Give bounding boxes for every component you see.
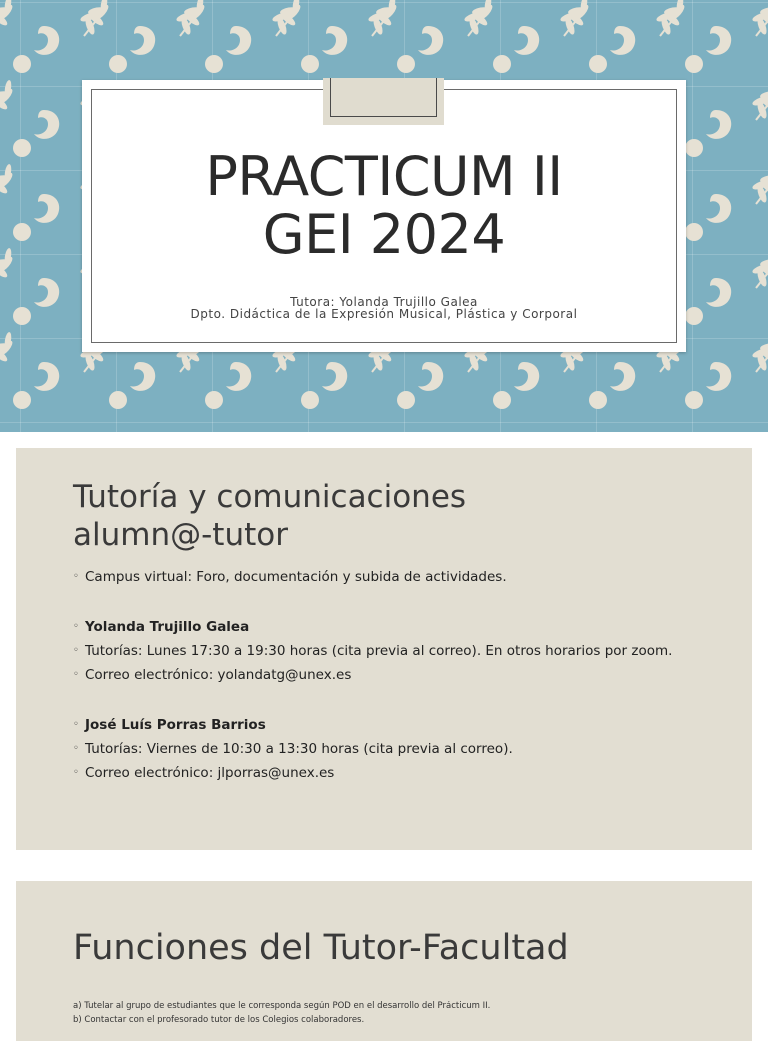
tutoring-bullet-list bbox=[73, 568, 733, 788]
functions-slide bbox=[16, 881, 752, 1041]
subtitle-department: Dpto. Didáctica de la Expresión Musical, Plástica y Corporal bbox=[190, 307, 578, 321]
slide-subtitle bbox=[82, 296, 686, 320]
bullet-icon: ◦ bbox=[73, 743, 79, 754]
title-line-2: GEI 2024 bbox=[262, 203, 506, 266]
list-item: ◦ Campus virtual: Foro, documentación y subida de actividades. bbox=[73, 569, 507, 585]
list-item: ◦ Tutorías: Viernes de 10:30 a 13:30 horas (cita previa al correo). bbox=[73, 741, 513, 757]
list-item: ◦ Tutorías: Lunes 17:30 a 19:30 horas (cita previa al correo). En otros horarios por zoom. bbox=[73, 643, 673, 659]
list-spacer bbox=[73, 592, 733, 618]
bullet-icon: ◦ bbox=[73, 645, 79, 656]
list-item: a) Tutelar al grupo de estudiantes que le corresponda según POD en el desarrollo del Prácticum II. bbox=[73, 1001, 491, 1011]
title-card bbox=[82, 80, 686, 352]
title-card-tab bbox=[323, 78, 444, 125]
list-spacer bbox=[73, 690, 733, 716]
bullet-icon: ◦ bbox=[73, 571, 79, 582]
bullet-icon: ◦ bbox=[73, 767, 79, 778]
slide-title bbox=[82, 145, 686, 266]
subtitle-tutor: Tutora: Yolanda Trujillo Galea bbox=[290, 295, 478, 309]
bullet-icon: ◦ bbox=[73, 621, 79, 632]
list-item: ◦ Correo electrónico: jlporras@unex.es bbox=[73, 765, 335, 781]
tutoring-slide bbox=[16, 448, 752, 850]
functions-list bbox=[73, 1001, 733, 1029]
list-item: ◦ Correo electrónico: yolandatg@unex.es bbox=[73, 667, 352, 683]
functions-heading: Funciones del Tutor-Facultad bbox=[73, 928, 569, 968]
bullet-icon: ◦ bbox=[73, 669, 79, 680]
list-item: b) Contactar con el profesorado tutor de los Colegios colaboradores. bbox=[73, 1015, 365, 1025]
heading-line-2: alumn@-tutor bbox=[73, 517, 288, 553]
tutoring-heading bbox=[73, 478, 693, 554]
title-line-1: PRACTICUM II bbox=[205, 145, 563, 208]
title-card-tab-inner bbox=[330, 78, 437, 117]
list-item: ◦ José Luís Porras Barrios bbox=[73, 717, 266, 733]
list-item: ◦ Yolanda Trujillo Galea bbox=[73, 619, 250, 635]
heading-line-1: Tutoría y comunicaciones bbox=[73, 479, 467, 515]
title-slide bbox=[0, 0, 768, 432]
bullet-icon: ◦ bbox=[73, 719, 79, 730]
